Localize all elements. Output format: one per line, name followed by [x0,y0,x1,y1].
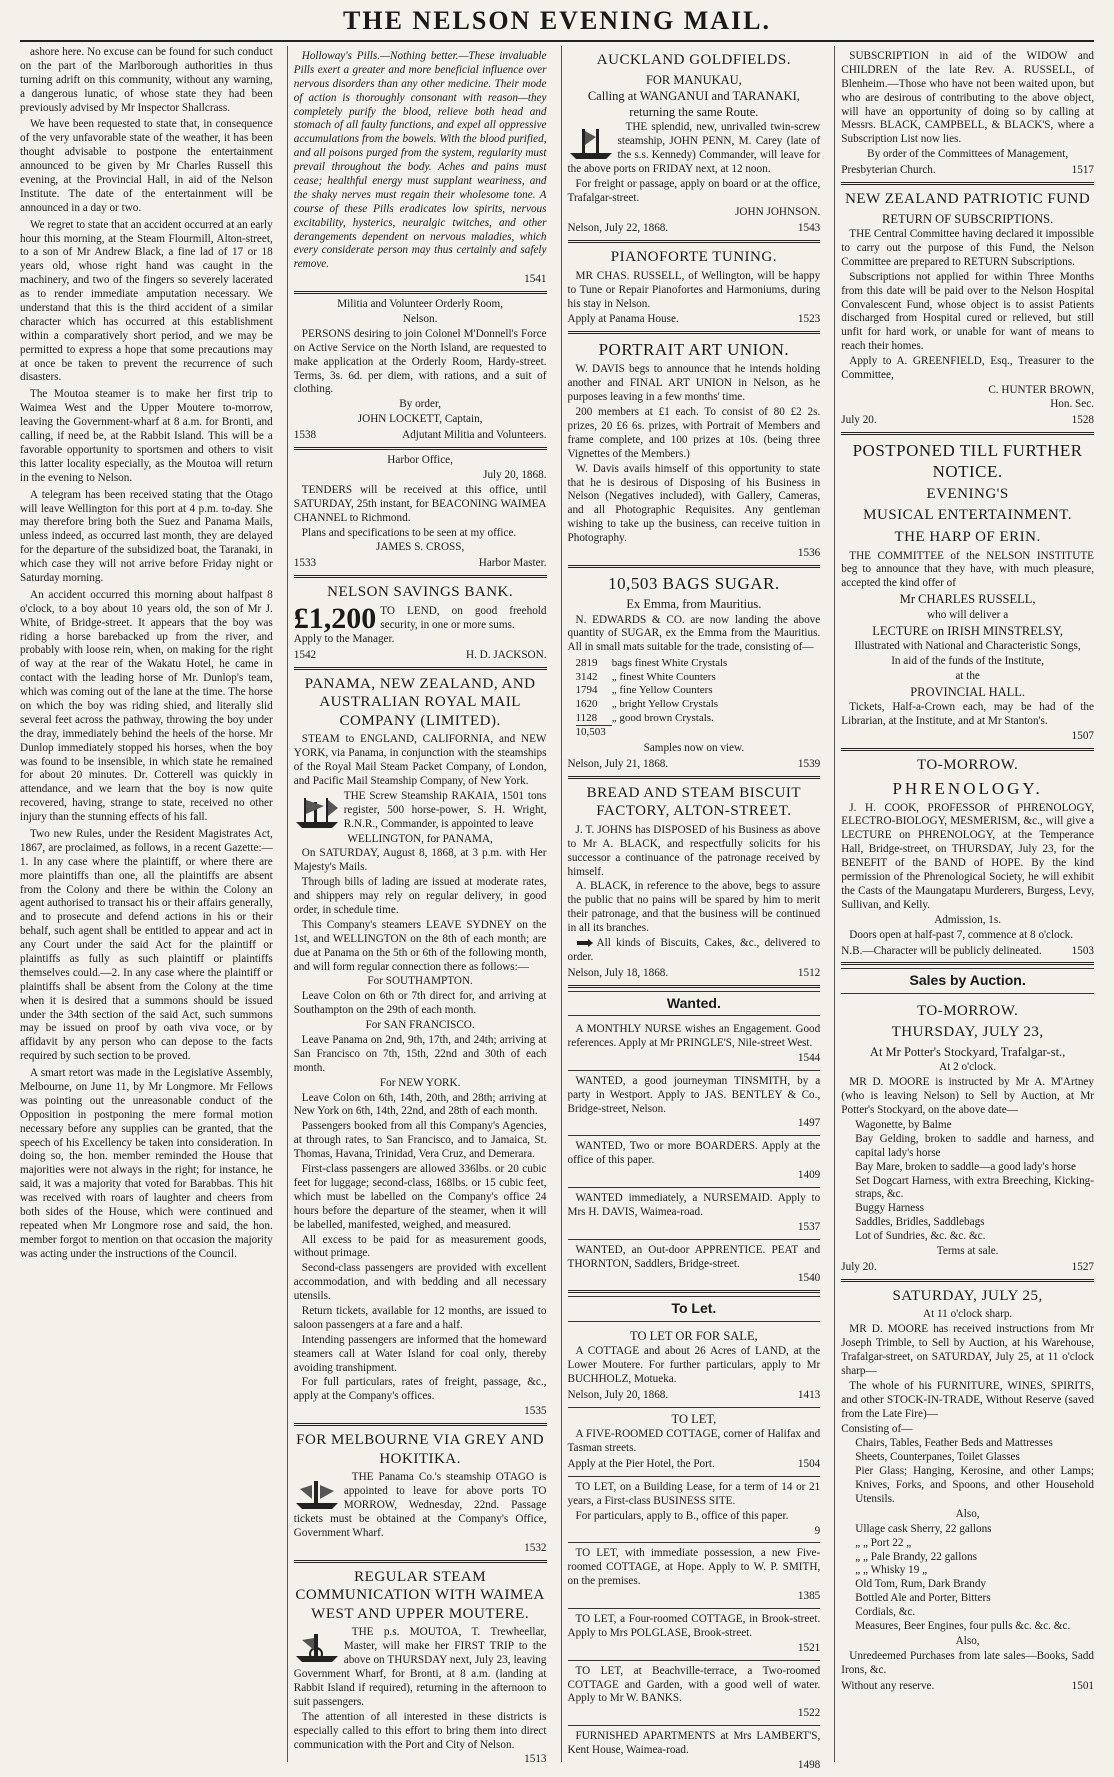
widow-signature: Presbyterian Church. [841,164,936,177]
list-item: Bay Mare, broken to saddle—a good lady's horse [855,1160,1076,1173]
ad-number: 1513 [524,1753,547,1766]
patriotic-sub: RETURN OF SUBSCRIPTIONS. [882,211,1054,226]
to-let-ad [568,1609,821,1661]
list-item: „ „ Whisky 19 „ [855,1564,928,1577]
wanted-ad [568,1188,821,1240]
auction-saturday-ad [841,1282,1094,1698]
bread-p3: All kinds of Biscuits, Cakes, &c., delivered to order. [567,937,821,963]
militia-ad [294,294,547,450]
harp-illus: Illustrated with National and Characteristic Songs, [854,640,1081,653]
harp-name: Mr CHARLES RUSSELL, [899,592,1036,607]
ad-number: 1409 [797,1169,821,1182]
tolet-text: TO LET, a Four-roomed COTTAGE, in Brook-street. Apply to Mrs POLGLASE, Brook-street. [567,1613,821,1639]
news-paragraph: An accident occurred this morning about halfpast 8 o'clock, to a boy about 10 years old, the son of Mr J. White, of Bridge-street. It appears that the boy was riding a horse barebacked up from the river, and probably with loose rein, when, on making for the right of way at the rear of the Wakatu Hotel, he came in contact with the leading horse of Mr. Dunlop's team, which was coming out of the lane at the time. The horse on which the boy was riding shied, and literally slid several feet across the pathway, throwing the boy under the dray, immediately behind the heels of the horse. Mr Dunlop immediately stopped his horses, when the boy was found to be insensible, in which state he remained for about 20 minutes. Dr. Cotterell was quickly in attendance, and we learn that the boy is now quite recovered, having, strange to state, received no other injury than the stunning effects of his fall. [20,588,273,824]
auction-items [855,1437,1094,1506]
wanted-ad [568,1136,821,1188]
bread-date: Nelson, July 18, 1868. [567,966,669,979]
news-paragraph: ashore here. No excuse can be found for such conduct on the part of the Marlborough authorities in thus turning adrift on this community, without any warning, a dangerous lunatic, of whose state they had been previously advised by Mr Inspector Shallcrass. [20,46,273,114]
moutoa-body-2: The attention of all interested in these districts is especially called to this effort to bring them into direct communication with the Port and City of Nelson. [293,1710,547,1751]
table-row [576,726,734,740]
ad-number: 9 [814,1524,821,1537]
list-item: Bay Gelding, broken to saddle and harness, and capital lady's horse [855,1132,1094,1159]
list-item: „ „ Pale Brandy, 22 gallons [855,1550,977,1563]
wanted-ad [568,1071,821,1137]
harbor-body: TENDERS will be received at this office, until SATURDAY, 25th instant, for BEACONING WAIMEA CHANNEL to Richmond. [293,483,547,524]
ad-number: 1497 [797,1117,821,1130]
moutoa-body: THE p.s. MOUTOA, T. Trewheellar, Master, will make her FIRST TRIP to the above on THURSDAY next, July 23, leaving Government Wharf, for Bronti, at 8 a.m. (landing at Rabbit Island if required), returning in the afternoon to suit passengers. [293,1626,547,1708]
savings-heading: NELSON SAVINGS BANK. [327,584,514,601]
list-item: Wagonette, by Balme [855,1119,952,1131]
list-item: Cordials, &c. [855,1606,916,1619]
piano-apply: Apply at Panama House. [567,313,679,326]
harbor-ad [294,450,547,578]
harp-at: at the [955,669,980,682]
harp-hall: PROVINCIAL HALL. [910,684,1026,699]
qty: 1620 [575,698,598,711]
ad-number: 1522 [797,1707,821,1720]
ad-number: 1541 [524,273,547,286]
to-let-ad [568,1543,821,1609]
ad-number: 1532 [524,1541,547,1554]
auction-body-2: The whole of his FURNITURE, WINES, SPIRITS, and other STOCK-IN-TRADE, Without Reserve (saved from the Late Fire)— [841,1379,1094,1420]
auction-heading: TO-MORROW. [916,1002,1019,1019]
paddle-steamer-icon [294,1628,340,1666]
phren-heading: TO-MORROW. [916,756,1019,773]
steamship-icon [568,123,614,161]
harbor-office: Harbor Office, [387,454,453,467]
panama-p5: All excess to be paid for as measurement goods, without primage. [293,1233,547,1260]
sugar-table [576,657,734,740]
panama-p1: Through bills of lading are issued at moderate rates, and shippers may rely on regular delivery, in good order, in schedule time. [293,876,547,917]
panama-p6: Second-class passengers are provided with excellent accommodation, and with bedding and all necessary utensils. [293,1262,547,1303]
panama-p4: First-class passengers are allowed 336lbs. or 20 cubic feet for luggage; second-class, 168lbs. or 15 cubic feet, which must be labelled on the Company's office 24 hours before the departure of the steamer, when it will be labelled, manifested, weighed, and measured. [293,1163,547,1231]
desc: „ fine Yellow Counters [611,684,713,697]
harp-of-erin-ad [841,435,1094,751]
portrait-heading: PORTRAIT ART UNION. [598,340,790,360]
widow-body: SUBSCRIPTION in aid of the WIDOW and CHILDREN of the late Rev. A. RUSSELL, of Blenheim.—Those who have not been waited upon, but who are desirous of contributing to the above object, will have an opportunity of doing so by calling at Messrs. BLACK, CAMPBELL, & BLACK'S, where a Subscription List now lies. [841,50,1094,146]
auction-sub2: At Mr Potter's Stockyard, Trafalgar-st., [869,1044,1066,1059]
widow-by: By order of the Committees of Management, [867,148,1069,161]
panama-p8: Intending passengers are informed that the homeward steamers call at Water Island for coal only, thereby avoiding transhipment. [293,1333,547,1374]
news-paragraph: The Moutoa steamer is to make her first trip to Waimea West and the Upper Moutere to-morrow, leaving the Government-wharf at 8 a.m. for Bronti, and calling, if need be, at the Rabbit Island. This will be a favorable opportunity to sportsmen and others to visit this latter locality especially, as the Moutoa will return in the evening to Nelson. [20,388,273,484]
auckland-signature: JOHN JOHNSON. [735,206,821,219]
portrait-p3: W. Davis avails himself of this opportunity to state that he is desirous of Disposing of his Business in Nelson (Negatives included), with Gallery, Cameras, and all Photographic Requisites. Any gentleman wishing to take up the business, can receive tuition in Photography. [567,462,821,545]
melbourne-ad [294,1426,547,1563]
portrait-p2: 200 members at £1 each. To consist of 80 £2 2s. prizes, 20 £6 6s. prizes, with Portrait of Members and frame complete, and 100 prizes at 10s. (being three Vignettes of the Members.) [567,406,821,460]
harp-aid: In aid of the funds of the Institute, [891,654,1045,667]
wanted-text: WANTED immediately, a NURSEMAID. Apply to Mrs H. DAVIS, Waimea-road. [567,1191,821,1218]
list-item: „ „ Port 22 „ [855,1536,912,1549]
auckland-body: THE splendid, new, unrivalled twin-screw steamship, JOHN PENN, M. Carey (late of the s.s. Kennedy) Commander, will leave for the above ports on FRIDAY next, at 12 noon. [567,121,821,175]
tolet-apply: Apply at the Pier Hotel, the Port. [567,1458,715,1470]
auckland-ad [568,46,821,243]
militia-by: By order, [399,398,442,411]
auction-date: July 20. [841,1260,877,1273]
harp-body: THE COMMITTEE of the NELSON INSTITUTE beg to announce that they have, with much pleasure, accepted the kind offer of [841,549,1094,590]
panama-p2: This Company's steamers LEAVE SYDNEY on the 1st, and WELLINGTON on the 8th of each month; are due at Panama on the 5th or 6th of the following month, and will form regular connection there as follows:— [293,918,547,973]
auckland-body-2: For freight or passage, apply on board or at the office, Trafalgar-street. [567,177,821,204]
column-1-news [20,46,279,1762]
ad-number: 1385 [797,1590,821,1603]
portrait-p1: W. DAVIS begs to announce that he intends holding another and FINAL ART UNION in Nelson, as he purposes leaving in a few months' time. [567,363,821,404]
auckland-heading: AUCKLAND GOLDFIELDS. [596,52,791,68]
desc: bags finest White Crystals [611,657,728,670]
tolet-body: A FIVE-ROOMED COTTAGE, corner of Halifax and Tasman streets. [567,1428,821,1455]
wanted-text: WANTED, Two or more BOARDERS. Apply at the office of this paper. [567,1140,821,1167]
moutoa-heading: REGULAR STEAM COMMUNICATION WITH WAIMEA WEST AND UPPER MOUTERE. [295,1568,545,1622]
sugar-ad [568,568,821,779]
ad-number: 1536 [797,547,821,560]
auction-also: Also, [955,1507,980,1520]
patriotic-p1: THE Central Committee having declared it impossible to carry out the purpose of this Fund, the Nelson Committee are prepared to RETURN Subscriptions. [841,228,1094,268]
columns [20,46,1100,1772]
ad-number: 1503 [1071,944,1094,957]
patriotic-heading: NEW ZEALAND PATRIOTIC FUND [845,191,1091,208]
ad-number: 1413 [797,1388,821,1401]
route-heading: For SAN FRANCISCO. [365,1019,475,1032]
harp-tickets: Tickets, Half-a-Crown each, may be had of the Librarian, at the Institute, and at Mr Stanton's. [841,701,1094,728]
table-row [576,684,734,698]
moutoa-ad [294,1563,547,1772]
bread-p2: A. BLACK, in reference to the above, begs to assure the public that no pains will be spared by him to merit their patronage, and that the business will be continued in all its branches. [567,880,821,935]
wanted-heading: Wanted. [568,991,821,1016]
melbourne-heading: FOR MELBOURNE VIA GREY AND HOKITIKA. [296,1432,545,1467]
desc: „ finest White Counters [611,670,716,683]
panama-intro: STEAM to ENGLAND, CALIFORNIA, and NEW YORK, via Panama, in conjunction with the steamships of the Royal Mail Steam Packet Company, of London, and Pacific Mail Steamship Company, of New York. [293,733,547,787]
piano-heading: PIANOFORTE TUNING. [610,249,777,266]
savings-body: TO LEND, on good freehold security, in one or more sums. [380,604,547,631]
route-text: Leave Panama on 2nd, 9th, 17th, and 24th; arriving at San Francisco on 7th, 15th, 22nd and 30th of each month. [293,1034,547,1074]
route-heading: For NEW YORK. [379,1076,461,1089]
tolet-date: Nelson, July 20, 1868. [567,1388,669,1401]
ad-number: 1527 [1071,1260,1094,1273]
tolet-heading: TO LET, [671,1411,717,1426]
list-item: Old Tom, Rum, Dark Brandy [855,1578,987,1591]
auction-sub: THURSDAY, JULY 23, [891,1024,1044,1041]
ad-number: 1542 [293,648,317,661]
column-2-ads [287,46,553,1766]
masthead: THE NELSON EVENING MAIL. [343,6,771,35]
column-3-ads [561,46,827,1772]
steamship-icon [294,1473,340,1511]
list-item: Pier Glass; Hanging, Kerosine, and other Lamps; Knives, Forks, and Spoons, and other Household Utensils. [855,1465,1094,1505]
news-paragraph: We regret to state that an accident occurred at an early hour this morning, at the Steam Flourmill, Alton-street, to a son of Mr Andrew Black, a fine lad of 17 or 18 years old, whose right hand was caught in the machinery, and two of the fingers so severely lacerated as to render immediate amputation necessary. We understand that this is the third accident of a similar character which has occurred at this establishment within a comparatively short period, and we may be permitted to express a hope that some precautions may at once be taken to prevent the recurrence of such disasters. [20,218,273,384]
list-item: Measures, Beer Engines, four pulls &c. &c. &c. [855,1619,1071,1632]
tolet-text: FURNISHED APARTMENTS at Mrs LAMBERT'S, Kent House, Waimea-road. [567,1730,821,1757]
list-item: Bottled Ale and Porter, Bitters [855,1592,991,1605]
to-let-cottage-ad [568,1408,821,1477]
patriotic-fund-ad [841,185,1094,435]
militia-signature: JOHN LOCKETT, Captain, [357,413,483,426]
qty: 1128 [575,711,598,724]
sugar-date: Nelson, July 21, 1868. [567,757,669,770]
patriotic-p3: Apply to A. GREENFIELD, Esq., Treasurer to the Committee, [841,355,1094,382]
phren-doors: Doors open at half-past 7, commence at 8 o'clock. [849,928,1074,941]
sales-by-auction-heading: Sales by Auction. [841,968,1094,993]
auction-items-2 [855,1523,1094,1634]
rakaia-text: THE Screw Steamship RAKAIA, 1501 tons register, 500 horse-power, S. H. Wright, R.N.R., Commander, is appointed to leave [343,789,547,830]
tolet-text: TO LET, with immediate possession, a new Five-roomed COTTAGE, at Hope. Apply to W. P. SMITH, on the premises. [567,1547,821,1588]
holloway-text: Holloway's Pills.—Nothing better.—These invaluable Pills exert a greater and more beneficial influence over nervous disorders than any other medicine. Their mode of action is thoroughly consonant with reason—they completely purify the blood, relieve both head and stomach of all faulty functions, and expel all oppressive accumulations from the bowels. With the blood purified, and all poisons purged from the system, regularity must prevail throughout the body. Aches and pains must cease; healthful energy must supplant weariness, and the shaky nerves must regain their wholesome tone. A course of these Pills eradicates low spirits, nervous excitability, hysterics, neuralgic twitches, and other derangements dependent on nervous maladies, which every considerate person may thus certainly and safely remove. [293,50,547,271]
news-paragraph: Two new Rules, under the Resident Magistrates Act, 1867, are proclaimed, as follows, in a recent Gazette:—1. In any case where the plaintiff, or where there are more plaintiffs than one, all the plaintiffs are absent from the Colony and there be within the Colony an agent authorised to transact his or their affairs generally, and to prosecute and defend actions in his or their behalf, such agent shall be entitled to appear and act in any Court under the said Act for the plaintiff or plaintiffs as fully as such plaintiff or plaintiffs themselves could.—2. In any case where the plaintiff or plaintiffs shall be absent from the Colony at the time when it is desired that a summons should be issued under the 34th section of the said Act, such summons may be issued on proof by oath viva voce, or by affidavit by any person who can depose to the facts required by such section to be proved. [20,827,273,1063]
route-heading: For SOUTHAMPTON. [367,975,473,988]
harbor-date: July 20, 1868. [483,468,547,481]
harp-who: who will deliver a [927,608,1009,621]
ad-number: 1533 [293,557,317,570]
table-row [576,698,734,712]
harp-sub2: MUSICAL ENTERTAINMENT. [863,507,1073,524]
qty: 3142 [575,670,598,683]
ad-number: 1498 [797,1759,821,1772]
wanted-text: WANTED, an Out-door APPRENTICE. PEAT and THORNTON, Saddlers, Bridge-street. [567,1243,821,1270]
panama-p3: Passengers booked from all this Company's Agencies, at through rates, to San Francisco, and to Jamaica, St. Thomas, Havana, Trinidad, Vera Cruz, and Demerara. [293,1120,547,1161]
to-let-ad [568,1661,821,1727]
phren-sub: PHRENOLOGY. [892,778,1043,798]
harbor-title: Harbor Master. [478,557,547,570]
sugar-sub: Ex Emma, from Mauritius. [626,597,762,611]
list-item: Lot of Sundries, &c. &c. &c. [855,1230,986,1243]
list-item: Buggy Harness [855,1202,924,1215]
tolet-text: TO LET, at Beachville-terrace, a Two-roomed COTTAGE and Garden, with a good well of water. Apply to Mr W. BANKS. [567,1664,821,1705]
ad-number: 1512 [797,966,821,979]
wanted-ad [568,1240,821,1294]
ad-number: 1528 [1071,413,1094,426]
ad-number: 1543 [797,222,821,235]
savings-bank-ad [294,578,547,669]
ad-number: 1501 [1071,1679,1094,1692]
militia-body: PERSONS desiring to join Colonel M'Donnell's Force on Active Service on the North Island, are requested to make application at the Orderly Room, Hardy-street. Terms, 3s. 6d. per diem, with rations, and a suit of clothing. [293,327,547,396]
list-item: Sheets, Counterpanes, Toilet Glasses [855,1451,1020,1464]
patriotic-title: Hon. Sec. [1050,397,1094,410]
phren-nb: N.B.—Character will be publicly delineated. [841,944,1042,957]
route-text: Leave Colon on 6th, 14th, 20th, and 28th; arriving at New York on 6th, 14th, 22nd, and 28th of each month. [293,1091,547,1118]
auction-sub: At 11 o'clock sharp. [923,1308,1013,1321]
to-let-heading: To Let. [568,1296,821,1321]
loan-amount: £1,200 [293,601,377,635]
phrenology-ad [841,751,1094,965]
wanted-ad [568,1019,821,1071]
sugar-heading: 10,503 BAGS SUGAR. [608,573,780,593]
wanted-text: A MONTHLY NURSE wishes an Engagement. Good references. Apply at Mr PRINGLE'S, Nile-street West. [567,1023,821,1049]
militia-header-2: Nelson. [402,313,438,326]
ad-number: 1523 [797,313,821,326]
savings-apply: Apply to the Manager. [293,632,395,645]
ad-number: 1540 [797,1272,821,1285]
auckland-sub: FOR MANUKAU, [645,72,742,87]
panama-mail-ad [294,670,547,1427]
wanted-text: WANTED, a good journeyman TINSMITH, by a party in Westport. Apply to JAS. BENTLEY & Co., Bridge-street, Nelson. [567,1074,821,1115]
list-item: Saddles, Bridles, Saddlebags [855,1216,985,1229]
desc: „ bright Yellow Crystals [611,698,719,711]
to-let-ad [568,1726,821,1777]
to-let-sale-ad [568,1325,821,1408]
harp-heading: POSTPONED TILL FURTHER NOTICE. [852,440,1083,481]
ad-number: 1507 [1071,730,1094,743]
route-text: Leave Colon on 6th or 7th direct for, and arriving at Southampton on the 29th of each month. [293,990,547,1017]
list-item: Set Dogcart Harness, with extra Breeching, Kicking-straps, &c. [855,1174,1094,1201]
holloway-ad [294,46,547,294]
table-row [576,657,734,671]
tolet-body: A COTTAGE and about 26 Acres of LAND, at the Lower Moutere. For further particulars, apply to Mr BUCHHOLZ, Motueka. [567,1345,821,1385]
auction-terms: Terms at sale. [936,1245,999,1258]
harbor-signature: JAMES S. CROSS, [375,541,465,554]
ad-number: 1521 [797,1641,821,1654]
auction-body: MR D. MOORE has received instructions from Mr Joseph Trimble, to Sell by Auction, at his Warehouse, Trafalgar-street, on SATURDAY, July 25, at 11 o'clock sharp— [841,1323,1094,1377]
tolet-text-2: For particulars, apply to B., office of this paper. [575,1509,789,1522]
melbourne-body: THE Panama Co.'s steamship OTAGO is appointed to leave for above ports TO MORROW, Wednesday, 22nd. Passage tickets must be obtained at the Company's Office, Government Wharf. [293,1471,547,1539]
ad-number: 1517 [1071,164,1094,177]
sugar-body: N. EDWARDS & CO. are now landing the above quantity of SUGAR, ex the Emma from the Mauritius. All in small mats suitable for the trade, consisting of— [567,613,821,654]
ad-number: 1535 [524,1405,547,1418]
to-let-ad [568,1477,821,1544]
column-4-ads [834,46,1100,1762]
militia-title: Adjutant Militia and Volunteers. [402,429,547,442]
auction-items [855,1119,1094,1244]
panama-destination: WELLINGTON, for PANAMA, [347,832,493,845]
masthead-rule [20,40,1094,42]
pointing-hand-icon [576,938,594,948]
qty: 1794 [575,684,598,697]
savings-signature: H. D. JACKSON. [466,648,547,661]
auckland-sub-2: Calling at WANGANUI and TARANAKI, returning the same Route. [587,89,800,119]
harp-sub1: EVENING'S [926,485,1009,502]
steamship-icon [294,792,340,830]
table-row [576,712,734,726]
patriotic-p2: Subscriptions not applied for within Three Months from this date will be paid over to the Nelson Hospital Convalescent Fund, whose object is to assist Patients discharged from Hospital cured or relieved, but still unfit for hard work, or unable for want of means to reach their homes. [841,270,1094,353]
tolet-text: TO LET, on a Building Lease, for a term of 14 or 21 years, a First-class BUSINESS SITE. [567,1480,821,1507]
patriotic-signature: C. HUNTER BROWN, [988,383,1094,396]
news-paragraph: A telegram has been received stating that the Otago will leave Wellington for this port at 4 p.m. to-day. She may therefore bring both the Suez and Panama Mails, unless indeed, as occurred last month, they are delayed for the departure of the subsidized boat, the Taranaki, in which case they will not arrive before Friday night or Saturday morning. [20,488,273,584]
bread-ad [568,779,821,988]
news-paragraph: A smart retort was made in the Legislative Assembly, Melbourne, on June 11, by Mr Longmore. Mr Fellows was pointing out the unreasonable conduct of the Opposition in postponing the mere formal motion necessary before any supplies can be granted, that the speech of his Excellency be taken into consideration. In doing so, the hon. member reminded the House that majorities were not always in the right; for instance, he said, it was a majority that voted for Barabbas. This hit was received with roars of laughter and cheers from both sides of the House, which were continued and repeated when Mr Longmore rose and said, the hon. member forgot to mention on that occasion the majority was acting under the instructions of the Council. [20,1067,273,1260]
phren-body: J. H. COOK, PROFESSOR of PHRENOLOGY, ELECTRO-BIOLOGY, MESMERISM, &c., will give a LECTURE on PHRENOLOGY, at the Temperance Hall, Bridge-street, on THURSDAY, July 23, for the BENEFIT of the BAND of HOPE. By the kind permission of the Phrenological Society, he will exhibit the Casts of the Maungatapu Murderers, Burgess, Levy, Sullivan, and Kelly. [841,801,1094,911]
ad-number: 1537 [797,1220,821,1233]
list-item: Ullage cask Sherry, 22 gallons [855,1522,992,1535]
auction-heading: SATURDAY, JULY 25, [892,1287,1043,1304]
piano-body: MR CHAS. RUSSELL, of Wellington, will be happy to Tune or Repair Pianofortes and Harmoniums, during his stay in Nelson. [567,269,821,310]
panama-p7: Return tickets, available for 12 months, are issued to saloon passengers at a fare and a half. [293,1304,547,1331]
desc: „ good brown Crystals. [611,711,714,724]
auction-also-2: Also, [955,1634,980,1647]
ad-number: 1539 [797,757,821,770]
auction-body: MR D. MOORE is instructed by Mr A. M'Artney (who is leaving Nelson) to Sell by Auction, at Mr Potter's Stockyard, on the above date— [841,1076,1094,1117]
harbor-body-2: Plans and specifications to be seen at my office. [301,526,517,539]
list-item: Chairs, Tables, Feather Beds and Mattresses [855,1437,1053,1450]
tolet-heading: TO LET OR FOR SALE, [630,1328,758,1343]
bread-heading: BREAD AND STEAM BISCUIT FACTORY, ALTON-STREET. [586,784,802,820]
ad-number: 1544 [797,1051,821,1064]
piano-ad [568,243,821,334]
ad-number: 1538 [293,429,317,442]
news-paragraph: We have been requested to state that, in consequence of the very unfavorable state of the weather, it has been thought advisable to postpone the entertainment announced to be given by Mr Charles Russell this evening, at the Provincial Hall, in aid of the Nelson Institute. The date of the entertainment will be announced in a day or two. [20,118,273,214]
auction-unredeemed: Unredeemed Purchases from late sales—Books, Sadd Irons, &c. [841,1649,1094,1676]
auction-sub3: At 2 o'clock. [939,1061,997,1074]
auction-without-reserve: Without any reserve. [841,1679,935,1692]
panama-date: On SATURDAY, August 8, 1868, at 3 p.m. with Her Majesty's Mails. [293,847,547,874]
widow-subscription-ad [841,46,1094,185]
auction-thursday-ad [841,997,1094,1282]
panama-heading: PANAMA, NEW ZEALAND, AND AUSTRALIAN ROYAL MAIL COMPANY (LIMITED). [304,675,536,729]
auckland-date: Nelson, July 22, 1868. [567,222,669,235]
harp-sub3: THE HARP OF ERIN. [894,528,1041,545]
total: 10,503 [576,726,612,740]
militia-header: Militia and Volunteer Orderly Room, [337,298,504,311]
patriotic-date: July 20. [841,413,877,426]
sugar-samples: Samples now on view. [643,741,745,754]
bread-p1: J. T. JOHNS has DISPOSED of his Business as above to Mr A. BLACK, and respectfully solicits for his successor a continuance of the patronage received by himself. [567,823,821,878]
harp-lecture: LECTURE on IRISH MINSTRELSY, [872,623,1063,638]
panama-p9: For full particulars, rates of freight, passage, &c., apply at the Company's offices. [293,1376,547,1403]
portrait-ad [568,334,821,568]
phren-admission: Admission, 1s. [934,913,1002,926]
qty: 2819 [575,657,598,670]
ad-number: 1504 [797,1458,821,1470]
table-row [576,671,734,685]
auction-consisting: Consisting of— [841,1422,913,1435]
